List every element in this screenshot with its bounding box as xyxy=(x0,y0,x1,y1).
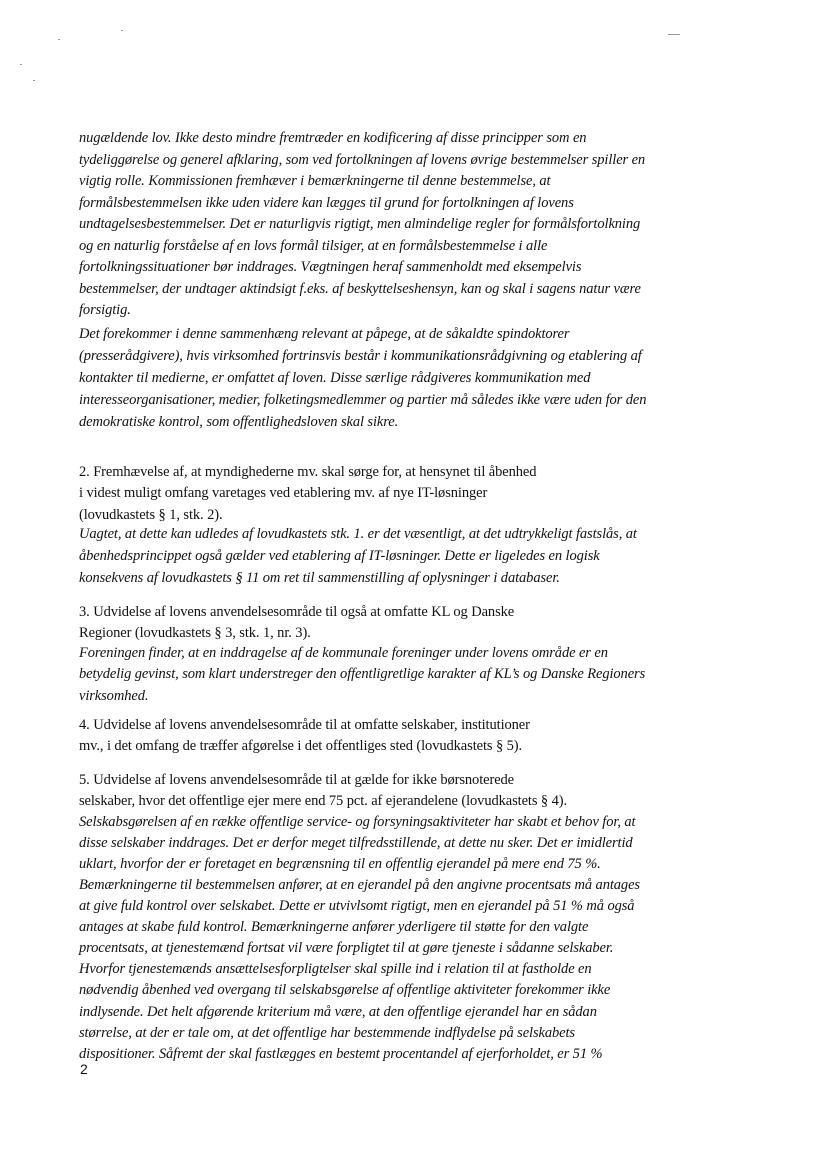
scan-speck xyxy=(668,34,680,35)
italic-text-line: uklart, hvorfor der er foretaget en begrænsning til en offentlig ejerandel på mere end 75 %. xyxy=(79,856,601,872)
italic-text-line: at give fuld kontrol over selskabet. Dette er utvivlsomt rigtigt, men en ejerandel på 51 % må også xyxy=(79,898,635,914)
page-number: 2 xyxy=(80,1061,88,1077)
italic-text-line: betydelig gevinst, som klart understreger den offentligretlige karakter af KL’s og Danske Regioners xyxy=(79,666,646,682)
italic-text-line: interesseorganisationer, medier, folketingsmedlemmer og partier må således ikke være uden for den xyxy=(79,392,647,408)
italic-text-line: (presserådgivere), hvis virksomhed fortrinsvis består i kommunikationsrådgivning og etablering af xyxy=(79,348,642,364)
italic-text-line: tydeliggørelse og generel afklaring, som ved fortolkningen af lovens øvrige bestemmelser spiller en xyxy=(79,152,646,168)
italic-text-line: indlysende. Det helt afgørende kriterium må være, at den offentlige ejerandel har en sådan xyxy=(79,1004,597,1020)
italic-text-line: Selskabsgørelsen af en række offentlige service- og forsyningsaktiviteter har skabt et behov for, at xyxy=(79,814,636,830)
italic-text-line: og en naturlig forståelse af en lovs formål tilsiger, at en formålsbestemmelse i alle xyxy=(79,238,548,254)
scan-speck xyxy=(33,80,35,81)
italic-text-line: størrelse, at der er tale om, at det offentlige har bestemmende indflydelse på selskabets xyxy=(79,1025,575,1041)
italic-text-line: antages at skabe fuld kontrol. Bemærkningerne anfører yderligere til støtte for den valgte xyxy=(79,919,589,935)
italic-text-line: nødvendig åbenhed ved overgang til selskabsgørelse af offentlige aktiviteter forekommer ikke xyxy=(79,982,611,998)
text-line: i videst muligt omfang varetages ved etablering mv. af nye IT-løsninger xyxy=(79,485,488,501)
italic-text-line: Uagtet, at dette kan udledes af lovudkastets stk. 1. er det væsentligt, at det udtrykkeligt fastslås, at xyxy=(79,526,637,542)
italic-text-line: disse selskaber inddrages. Det er derfor meget tilfredsstillende, at dette nu sker. Det er imidlertid xyxy=(79,835,633,851)
italic-text-line: Foreningen finder, at en inddragelse af de kommunale foreninger under lovens område er en xyxy=(79,645,608,661)
italic-text-line: Det forekommer i denne sammenhæng relevant at påpege, at de såkaldte spindoktorer xyxy=(79,326,570,342)
italic-text-line: fortolkningssituationer bør inddrages. Vægtningen heraf sammenholdt med eksempelvis xyxy=(79,259,582,275)
text-line: Regioner (lovudkastets § 3, stk. 1, nr. 3). xyxy=(79,625,311,641)
italic-text-line: demokratiske kontrol, som offentlighedsloven skal sikre. xyxy=(79,414,399,430)
text-line: mv., i det omfang de træffer afgørelse i det offentliges sted (lovudkastets § 5). xyxy=(79,738,523,754)
scan-speck xyxy=(20,64,22,65)
text-line: 3. Udvidelse af lovens anvendelsesområde til også at omfatte KL og Danske xyxy=(79,604,515,620)
italic-text-line: kontakter til medierne, er omfattet af loven. Disse særlige rådgiveres kommunikation med xyxy=(79,370,591,386)
italic-text-line: nugældende lov. Ikke desto mindre fremtræder en kodificering af disse principper som en xyxy=(79,130,587,146)
italic-text-line: dispositioner. Såfremt der skal fastlægges en bestemt procentandel af ejerforholdet, er 51 % xyxy=(79,1046,603,1062)
text-line: 4. Udvidelse af lovens anvendelsesområde til at omfatte selskaber, institutioner xyxy=(79,717,530,733)
italic-text-line: vigtig rolle. Kommissionen fremhæver i bemærkningerne til denne bestemmelse, at xyxy=(79,173,551,189)
italic-text-line: bestemmelser, der undtager aktindsigt f.eks. af beskyttelseshensyn, kan og skal i sagens natur være xyxy=(79,281,641,297)
text-line: 5. Udvidelse af lovens anvendelsesområde til at gælde for ikke børsnoterede xyxy=(79,772,515,788)
italic-text-line: undtagelsesbestemmelser. Det er naturligvis rigtigt, men almindelige regler for formålsfortolkning xyxy=(79,216,641,232)
italic-text-line: procentsats, at tjenestemænd fortsat vil være forpligtet til at gøre tjeneste i sådanne selskaber. xyxy=(79,940,614,956)
italic-text-line: Hvorfor tjenestemænds ansættelsesforpligtelser skal spille ind i relation til at fastholde en xyxy=(79,961,592,977)
text-line: selskaber, hvor det offentlige ejer mere end 75 pct. af ejerandelene (lovudkastets § 4). xyxy=(79,793,567,809)
italic-text-line: virksomhed. xyxy=(79,688,149,704)
italic-text-line: konsekvens af lovudkastets § 11 om ret til sammenstilling af oplysninger i databaser. xyxy=(79,570,560,586)
italic-text-line: Bemærkningerne til bestemmelsen anfører, at en ejerandel på den angivne procentsats må antages xyxy=(79,877,640,893)
italic-text-line: formålsbestemmelsen ikke uden videre kan lægges til grund for fortolkningen af lovens xyxy=(79,195,574,211)
text-line: 2. Fremhævelse af, at myndighederne mv. skal sørge for, at hensynet til åbenhed xyxy=(79,464,537,480)
italic-text-line: åbenhedsprincippet også gælder ved etablering af IT-løsninger. Dette er ligeledes en logisk xyxy=(79,548,600,564)
scan-speck xyxy=(58,39,60,40)
italic-text-line: forsigtig. xyxy=(79,302,131,318)
scan-speck xyxy=(121,30,123,31)
text-line: (lovudkastets § 1, stk. 2). xyxy=(79,507,223,523)
